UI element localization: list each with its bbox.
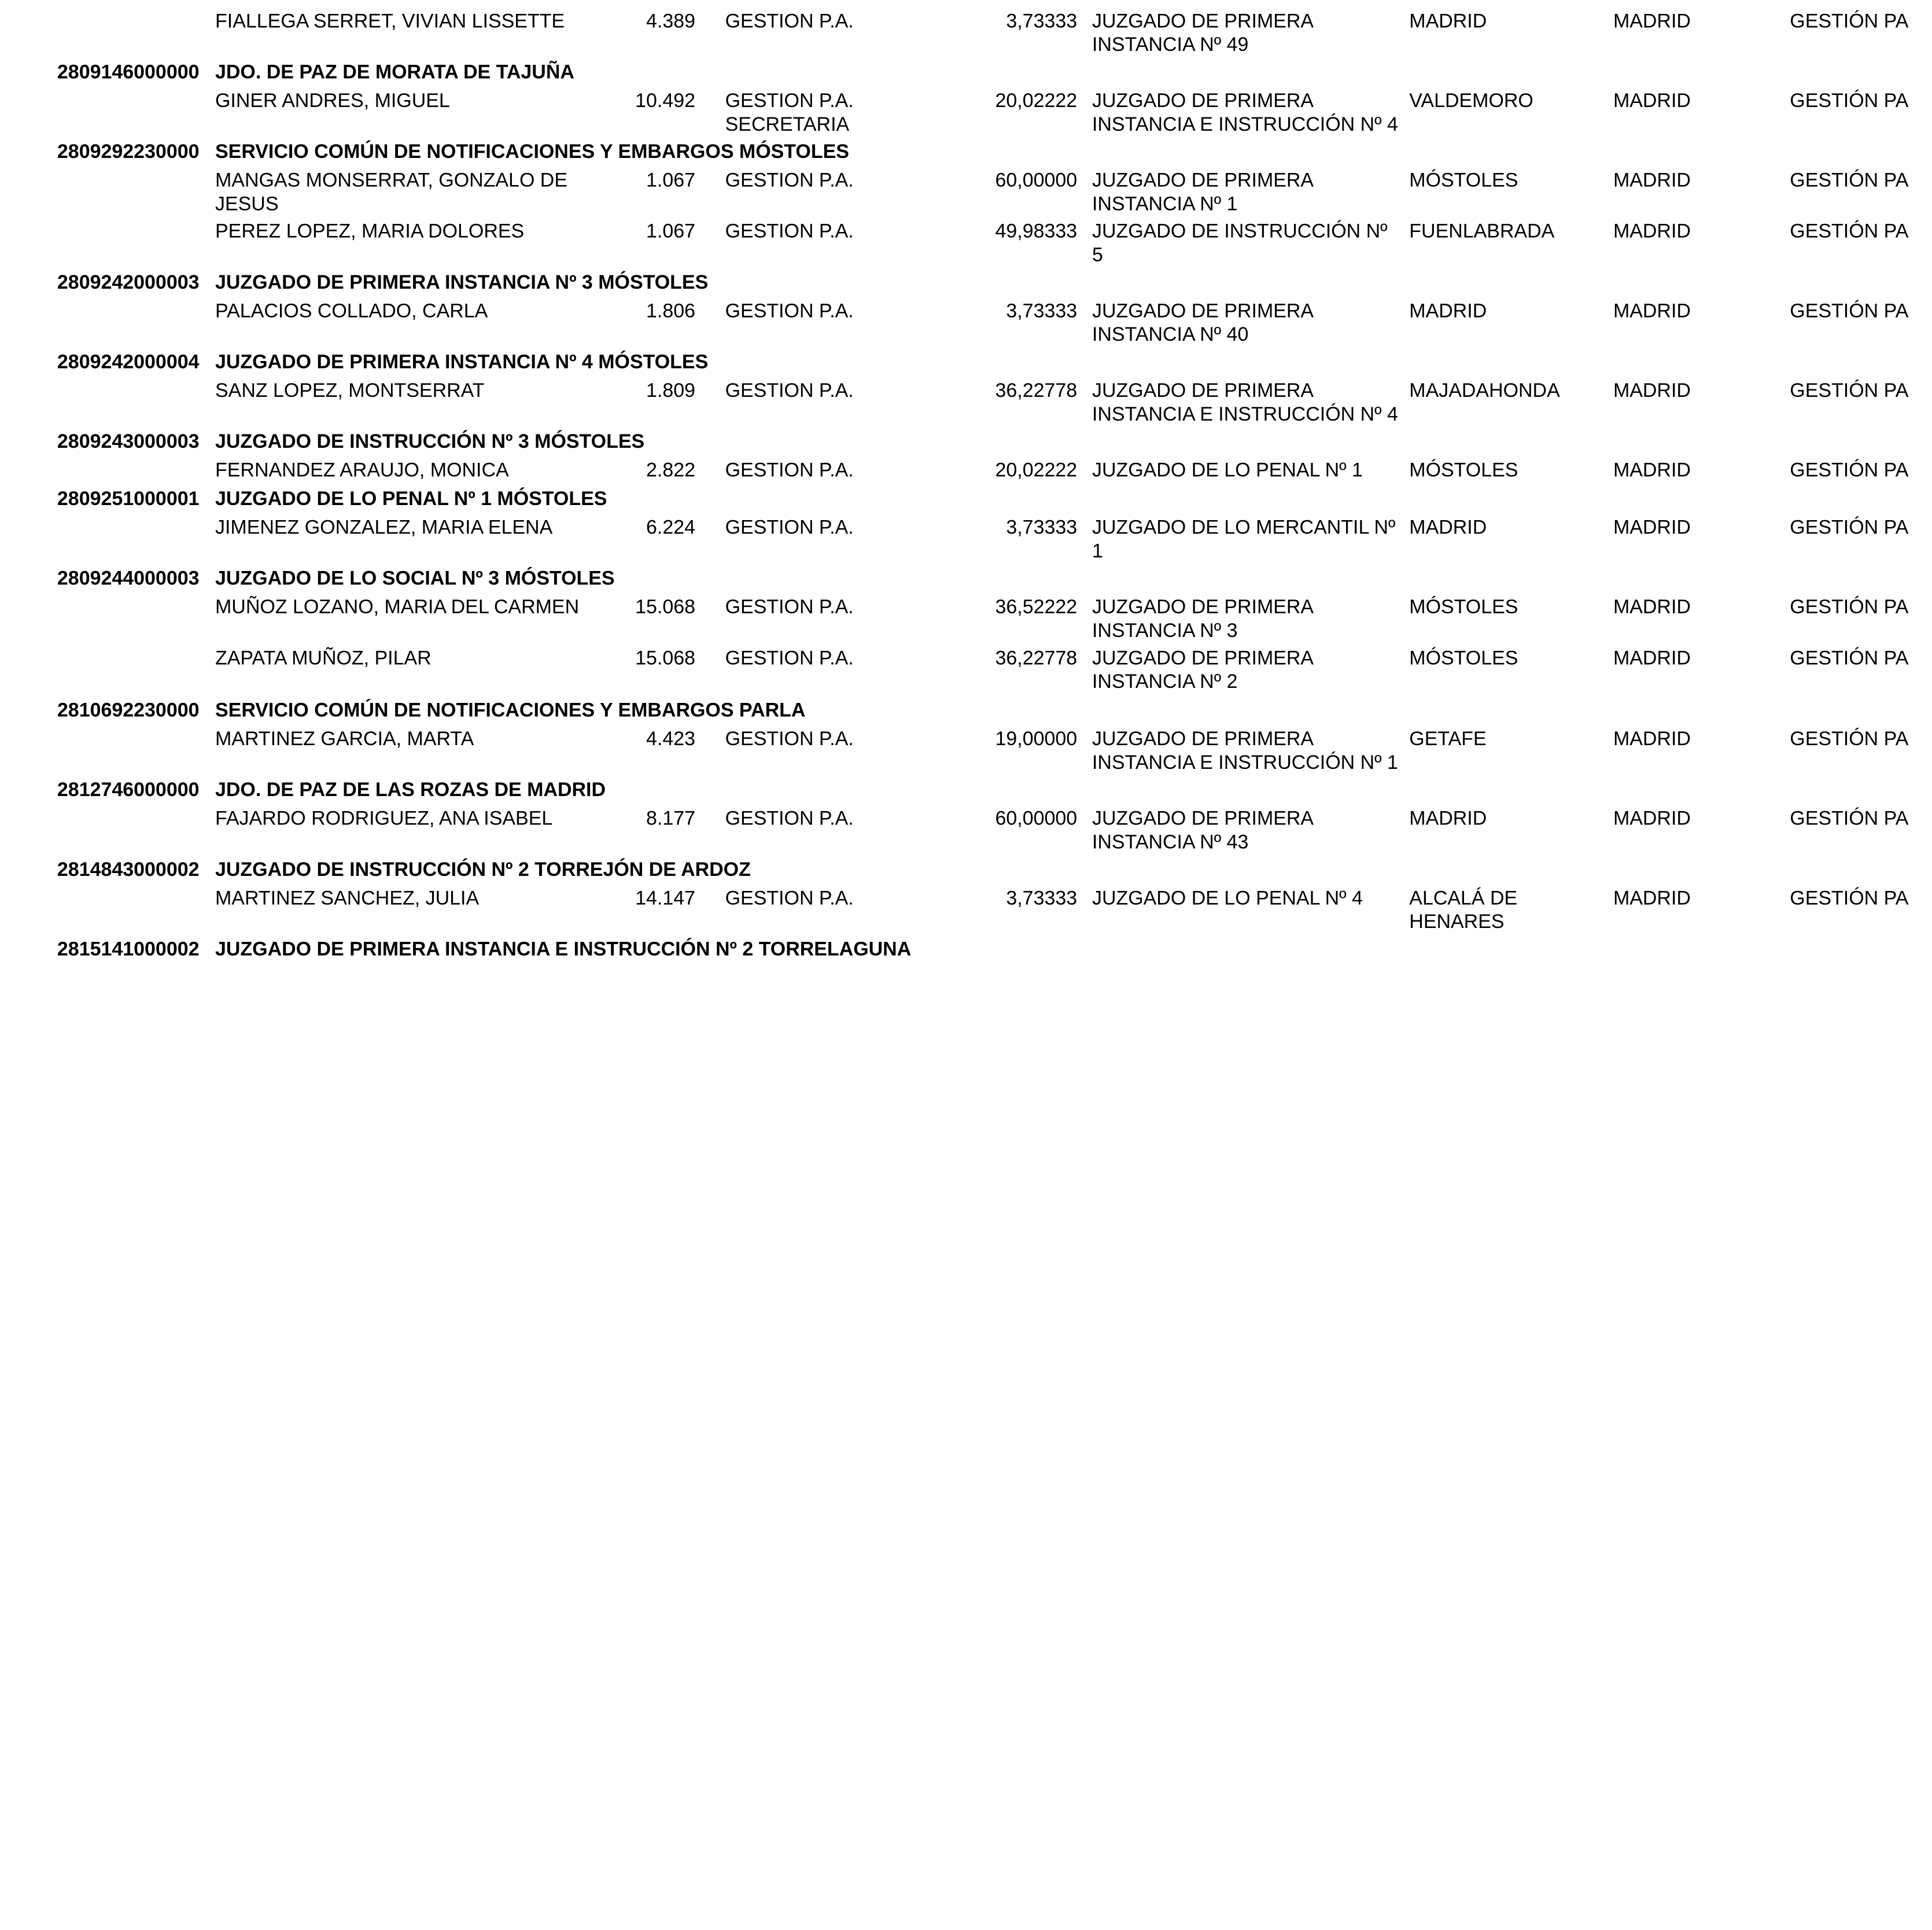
rank-number: 10.492 <box>635 90 696 112</box>
court-code: 2809242000004 <box>57 352 200 374</box>
rank-number: 8.177 <box>646 808 696 830</box>
score-value: 3,73333 <box>1006 301 1078 322</box>
province: MADRID <box>1613 301 1691 322</box>
court-title: JUZGADO DE LO PENAL Nº 1 MÓSTOLES <box>215 489 607 510</box>
person-name: MARTINEZ GARCIA, MARTA <box>215 729 474 750</box>
locality: MADRID <box>1409 11 1487 32</box>
post-type: GESTION P.A. <box>725 380 854 402</box>
destination-court: JUZGADO DE PRIMERA INSTANCIA Nº 40 <box>1092 301 1313 345</box>
court-code: 2809146000000 <box>57 62 200 84</box>
post-type: GESTION P.A. <box>725 648 854 669</box>
destination-court: JUZGADO DE PRIMERA INSTANCIA Nº 1 <box>1092 170 1313 215</box>
locality: ALCALÁ DE HENARES <box>1409 888 1518 933</box>
post-type: GESTION P.A. <box>725 460 854 482</box>
score-value: 3,73333 <box>1006 888 1078 909</box>
court-code: 2809244000003 <box>57 568 200 590</box>
person-name: ZAPATA MUÑOZ, PILAR <box>215 648 432 669</box>
province: MADRID <box>1613 221 1691 243</box>
court-code: 2814843000002 <box>57 859 200 881</box>
province: MADRID <box>1613 90 1691 112</box>
rank-number: 1.067 <box>646 170 696 192</box>
rank-number: 2.822 <box>646 460 696 482</box>
province: MADRID <box>1613 517 1691 539</box>
rank-number: 15.068 <box>635 648 696 669</box>
post-type: GESTION P.A. <box>725 221 854 243</box>
court-code: 2810692230000 <box>57 700 200 722</box>
court-code: 2809292230000 <box>57 142 200 163</box>
province: MADRID <box>1613 888 1691 909</box>
province: MADRID <box>1613 729 1691 750</box>
province: MADRID <box>1613 380 1691 402</box>
person-name: JIMENEZ GONZALEZ, MARIA ELENA <box>215 517 553 539</box>
person-name: PALACIOS COLLADO, CARLA <box>215 301 488 322</box>
post-type: GESTION P.A. <box>725 808 854 830</box>
court-code: 2809243000003 <box>57 432 200 453</box>
score-value: 19,00000 <box>995 729 1078 750</box>
court-title: SERVICIO COMÚN DE NOTIFICACIONES Y EMBARGOS MÓSTOLES <box>215 142 849 163</box>
post-type: GESTION P.A. <box>725 597 854 618</box>
court-title: JUZGADO DE PRIMERA INSTANCIA E INSTRUCCIÓN Nº 2 TORRELAGUNA <box>215 939 912 961</box>
post-type: GESTION P.A. <box>725 729 854 750</box>
person-name: MUÑOZ LOZANO, MARIA DEL CARMEN <box>215 597 580 618</box>
post-type: GESTION P.A. SECRETARIA <box>725 90 854 135</box>
score-value: 36,22778 <box>995 648 1078 669</box>
locality: FUENLABRADA <box>1409 221 1555 243</box>
body-code: GESTIÓN PA <box>1790 648 1909 669</box>
body-code: GESTIÓN PA <box>1790 380 1909 402</box>
locality: VALDEMORO <box>1409 90 1533 112</box>
court-title: JUZGADO DE PRIMERA INSTANCIA Nº 4 MÓSTOLES <box>215 352 709 374</box>
destination-court: JUZGADO DE PRIMERA INSTANCIA Nº 43 <box>1092 808 1313 853</box>
body-code: GESTIÓN PA <box>1790 301 1909 322</box>
province: MADRID <box>1613 170 1691 192</box>
body-code: GESTIÓN PA <box>1790 597 1909 618</box>
person-name: FAJARDO RODRIGUEZ, ANA ISABEL <box>215 808 553 830</box>
person-name: MARTINEZ SANCHEZ, JULIA <box>215 888 480 909</box>
rank-number: 1.809 <box>646 380 696 402</box>
body-code: GESTIÓN PA <box>1790 11 1909 32</box>
destination-court: JUZGADO DE LO MERCANTIL Nº 1 <box>1092 517 1396 562</box>
person-name: SANZ LOPEZ, MONTSERRAT <box>215 380 485 402</box>
province: MADRID <box>1613 597 1691 618</box>
person-name: PEREZ LOPEZ, MARIA DOLORES <box>215 221 525 243</box>
body-code: GESTIÓN PA <box>1790 460 1909 482</box>
destination-court: JUZGADO DE PRIMERA INSTANCIA E INSTRUCCIÓN Nº 4 <box>1092 380 1398 425</box>
rank-number: 15.068 <box>635 597 696 618</box>
body-code: GESTIÓN PA <box>1790 517 1909 539</box>
rank-number: 1.067 <box>646 221 696 243</box>
province: MADRID <box>1613 648 1691 669</box>
province: MADRID <box>1613 808 1691 830</box>
body-code: GESTIÓN PA <box>1790 729 1909 750</box>
court-code: 2812746000000 <box>57 780 200 801</box>
locality: MADRID <box>1409 808 1487 830</box>
court-code: 2815141000002 <box>57 939 200 961</box>
post-type: GESTION P.A. <box>725 301 854 322</box>
destination-court: JUZGADO DE LO PENAL Nº 1 <box>1092 460 1363 482</box>
locality: GETAFE <box>1409 729 1487 750</box>
locality: MÓSTOLES <box>1409 648 1518 669</box>
destination-court: JUZGADO DE PRIMERA INSTANCIA Nº 49 <box>1092 11 1313 56</box>
destination-court: JUZGADO DE LO PENAL Nº 4 <box>1092 888 1363 909</box>
body-code: GESTIÓN PA <box>1790 808 1909 830</box>
person-name: MANGAS MONSERRAT, GONZALO DE JESUS <box>215 170 568 215</box>
score-value: 20,02222 <box>995 460 1078 482</box>
destination-court: JUZGADO DE PRIMERA INSTANCIA Nº 3 <box>1092 597 1313 642</box>
body-code: GESTIÓN PA <box>1790 888 1909 909</box>
court-title: SERVICIO COMÚN DE NOTIFICACIONES Y EMBARGOS PARLA <box>215 700 806 722</box>
person-name: GINER ANDRES, MIGUEL <box>215 90 450 112</box>
destination-court: JUZGADO DE PRIMERA INSTANCIA E INSTRUCCIÓN Nº 1 <box>1092 729 1398 774</box>
rank-number: 1.806 <box>646 301 696 322</box>
post-type: GESTION P.A. <box>725 11 854 32</box>
post-type: GESTION P.A. <box>725 517 854 539</box>
locality: MADRID <box>1409 301 1487 322</box>
score-value: 36,22778 <box>995 380 1078 402</box>
score-value: 36,52222 <box>995 597 1078 618</box>
locality: MÓSTOLES <box>1409 597 1518 618</box>
court-title: JDO. DE PAZ DE LAS ROZAS DE MADRID <box>215 780 606 801</box>
locality: MÓSTOLES <box>1409 460 1518 482</box>
locality: MAJADAHONDA <box>1409 380 1560 402</box>
score-value: 49,98333 <box>995 221 1078 243</box>
rank-number: 4.423 <box>646 729 696 750</box>
court-title: JDO. DE PAZ DE MORATA DE TAJUÑA <box>215 62 574 84</box>
province: MADRID <box>1613 11 1691 32</box>
score-value: 3,73333 <box>1006 517 1078 539</box>
score-value: 60,00000 <box>995 808 1078 830</box>
destination-court: JUZGADO DE PRIMERA INSTANCIA E INSTRUCCIÓN Nº 4 <box>1092 90 1398 135</box>
locality: MÓSTOLES <box>1409 170 1518 192</box>
rank-number: 4.389 <box>646 11 696 32</box>
score-value: 20,02222 <box>995 90 1078 112</box>
score-value: 3,73333 <box>1006 11 1078 32</box>
court-code: 2809251000001 <box>57 489 200 510</box>
court-code: 2809242000003 <box>57 272 200 294</box>
court-title: JUZGADO DE INSTRUCCIÓN Nº 3 MÓSTOLES <box>215 432 645 453</box>
rank-number: 6.224 <box>646 517 696 539</box>
court-title: JUZGADO DE PRIMERA INSTANCIA Nº 3 MÓSTOLES <box>215 272 709 294</box>
body-code: GESTIÓN PA <box>1790 90 1909 112</box>
court-title: JUZGADO DE LO SOCIAL Nº 3 MÓSTOLES <box>215 568 615 590</box>
locality: MADRID <box>1409 517 1487 539</box>
destination-court: JUZGADO DE PRIMERA INSTANCIA Nº 2 <box>1092 648 1313 693</box>
post-type: GESTION P.A. <box>725 888 854 909</box>
rank-number: 14.147 <box>635 888 696 909</box>
score-value: 60,00000 <box>995 170 1078 192</box>
person-name: FERNANDEZ ARAUJO, MONICA <box>215 460 509 482</box>
destination-court: JUZGADO DE INSTRUCCIÓN Nº 5 <box>1092 221 1388 266</box>
post-type: GESTION P.A. <box>725 170 854 192</box>
person-name: FIALLEGA SERRET, VIVIAN LISSETTE <box>215 11 565 32</box>
body-code: GESTIÓN PA <box>1790 221 1909 243</box>
court-title: JUZGADO DE INSTRUCCIÓN Nº 2 TORREJÓN DE ARDOZ <box>215 859 751 881</box>
province: MADRID <box>1613 460 1691 482</box>
body-code: GESTIÓN PA <box>1790 170 1909 192</box>
